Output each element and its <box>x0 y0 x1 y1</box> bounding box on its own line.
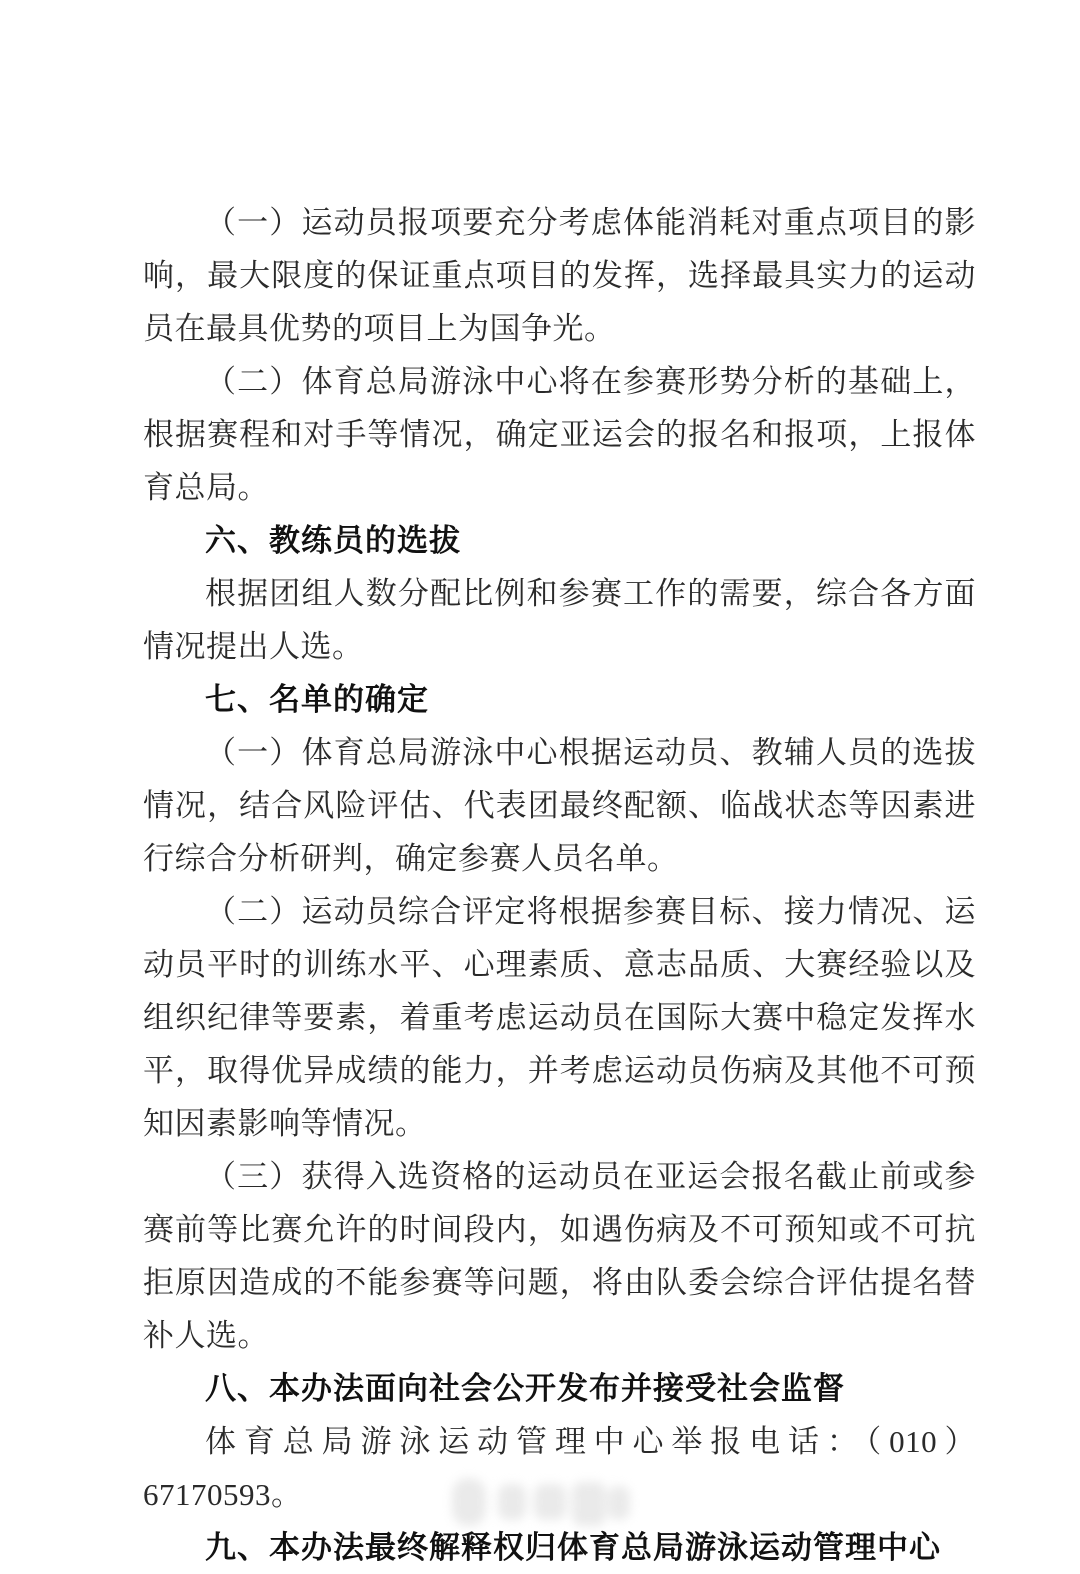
paragraph-7-1: （一）体育总局游泳中心根据运动员、教辅人员的选拔情况，结合风险评估、代表团最终配额、临战状态等因素进行综合分析研判，确定参赛人员名单。 <box>143 735 976 876</box>
paragraph-7-3: （三）获得入选资格的运动员在亚运会报名截止前或参赛前等比赛允许的时间段内，如遇伤病及不可预知或不可抗拒原因造成的不能参赛等问题，将由队委会综合评估提名替补人选。 <box>143 1159 976 1353</box>
section-heading-6: 六、教练员的选拔 <box>205 523 461 558</box>
paragraph-5-1: （一）运动员报项要充分考虑体能消耗对重点项目的影响，最大限度的保证重点项目的发挥，选择最具实力的运动员在最具优势的项目上为国争光。 <box>143 205 976 346</box>
section-heading-8: 八、本办法面向社会公开发布并接受社会监督 <box>205 1371 845 1406</box>
section-heading-7: 七、名单的确定 <box>205 682 429 717</box>
document-content <box>143 196 976 1574</box>
paragraph-6-1: 根据团组人数分配比例和参赛工作的需要，综合各方面情况提出人选。 <box>143 576 976 664</box>
paragraph-8-1: 体育总局游泳运动管理中心举报电话：（010）67170593。 <box>143 1424 976 1512</box>
paragraph-5-2: （二）体育总局游泳中心将在参赛形势分析的基础上，根据赛程和对手等情况，确定亚运会的报名和报项，上报体育总局。 <box>143 364 976 505</box>
paragraph-7-2: （二）运动员综合评定将根据参赛目标、接力情况、运动员平时的训练水平、心理素质、意志品质、大赛经验以及组织纪律等要素，着重考虑运动员在国际大赛中稳定发挥水平，取得优异成绩的能力，并考虑运动员伤病及其他不可预知因素影响等情况。 <box>143 894 976 1141</box>
section-heading-9: 九、本办法最终解释权归体育总局游泳运动管理中心 <box>205 1530 941 1565</box>
